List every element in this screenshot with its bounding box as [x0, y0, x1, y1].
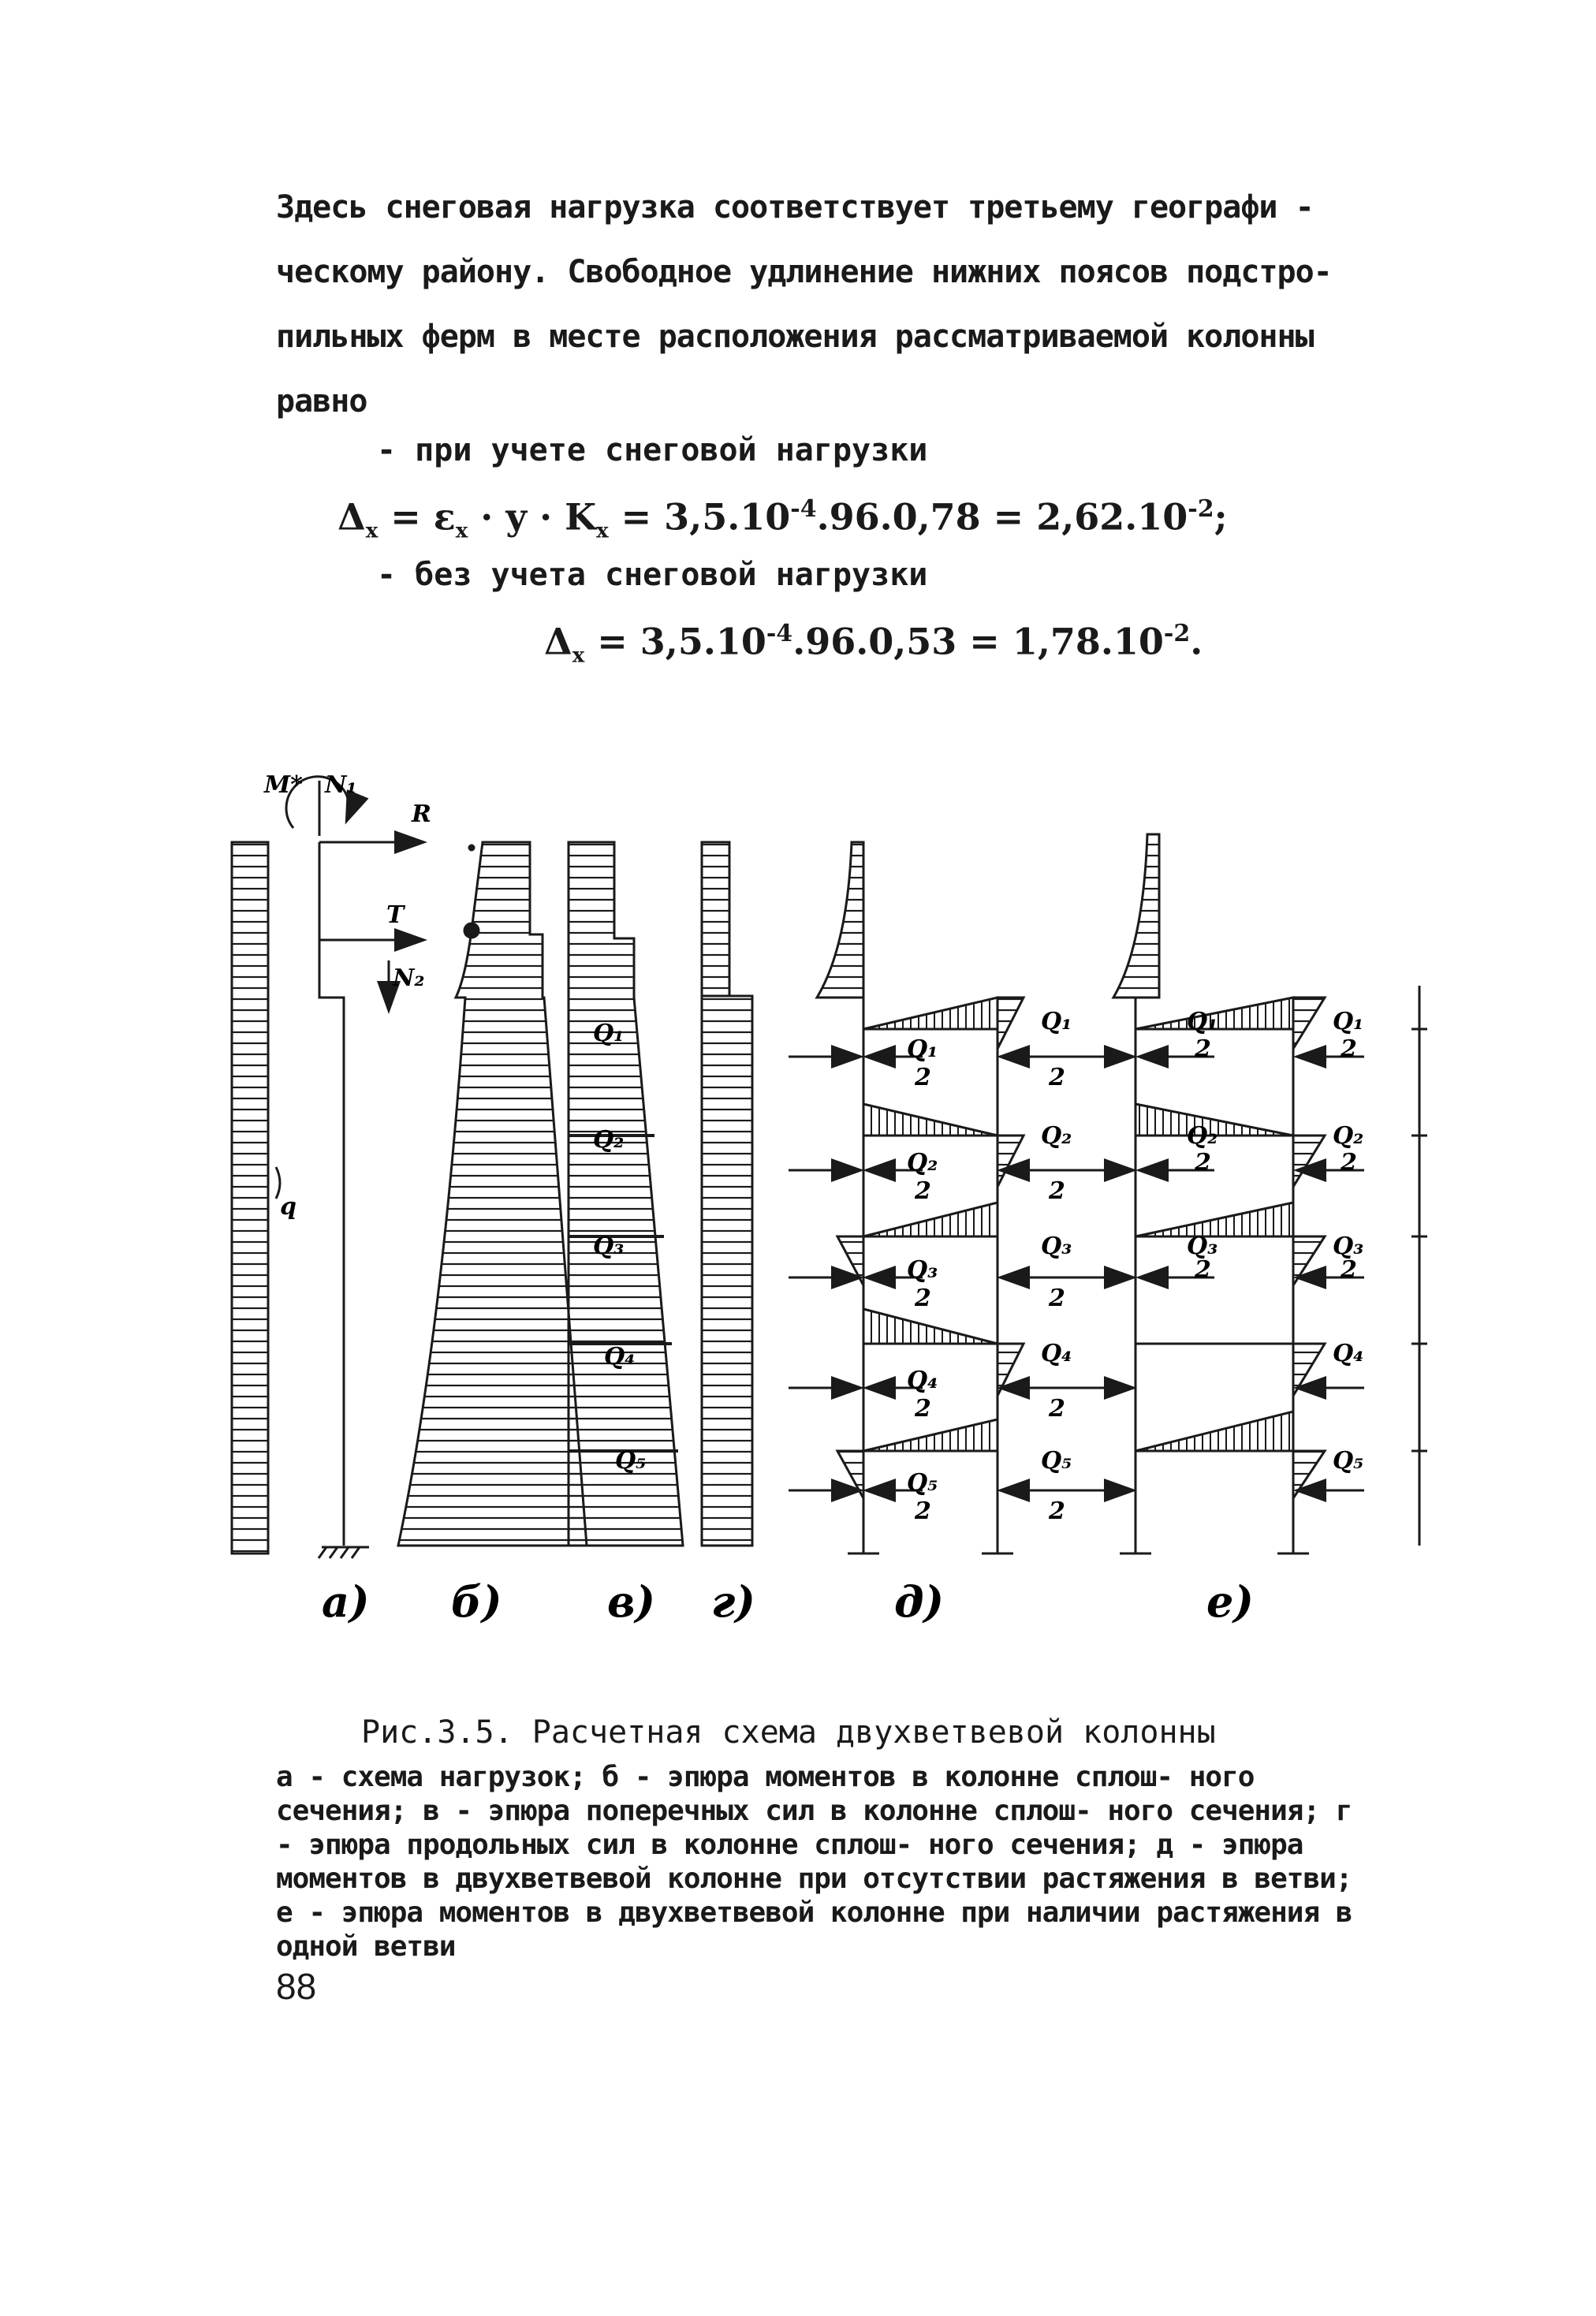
shear-label-4: Q₄: [604, 1343, 636, 1371]
page-number: 88: [276, 1966, 317, 2007]
formula-y-k: · y · K: [480, 495, 597, 539]
d-right-half-shear-5-num: Q₅: [1041, 1447, 1072, 1475]
subfig-label-b: б): [451, 1576, 502, 1627]
e-half-shear-1-den: 2: [1195, 1035, 1211, 1063]
figure-caption-title: Рис.3.5. Расчетная схема двухветвевой колонны: [361, 1714, 1216, 1751]
distributed-load-label: q: [280, 1193, 296, 1221]
subfig-label-g: г): [711, 1576, 755, 1627]
e-half-shear-2-den: 2: [1195, 1149, 1211, 1177]
e-right-half-shear-2-num: Q₂: [1333, 1122, 1364, 1150]
case-without-snow: - без учета снеговой нагрузки: [377, 557, 928, 593]
case-with-snow: - при учете снеговой нагрузки: [377, 432, 928, 468]
formula-result-exponent: -2: [1188, 495, 1214, 523]
shear-label-5: Q₅: [615, 1447, 647, 1475]
subfig-label-e: е): [1206, 1576, 1254, 1627]
axial-top-label: N₁: [325, 771, 357, 799]
d-right-half-shear-5-den: 2: [1049, 1497, 1065, 1525]
subfig-g-axial-diagram: [702, 842, 752, 1546]
subfig-label-v: в): [607, 1576, 656, 1627]
d-half-shear-2-num: Q₂: [907, 1149, 938, 1177]
formula2-lhs: Δ: [544, 620, 572, 663]
formula2-subscript: x: [572, 643, 585, 668]
brake-force-label: T: [386, 901, 405, 929]
d-right-half-shear-4-num: Q₄: [1041, 1340, 1072, 1367]
formula-subscript: x: [365, 519, 378, 543]
formula2-exponent: -4: [766, 620, 793, 647]
formula-tail: ;: [1214, 495, 1228, 539]
subfig-b-moment-diagram: [398, 842, 587, 1546]
fixed-support: [319, 1547, 369, 1558]
d-right-half-shear-1-num: Q₁: [1041, 1008, 1072, 1035]
subfig-a-column: [276, 777, 423, 1558]
subfig-a-distributed-load: [232, 842, 268, 1553]
shear-label-2: Q₂: [593, 1126, 625, 1154]
d-half-shear-4-den: 2: [915, 1395, 931, 1423]
subfig-label-d: д): [894, 1576, 945, 1627]
d-half-shear-3-den: 2: [915, 1285, 931, 1312]
d-half-shear-3-num: Q₃: [907, 1256, 938, 1284]
intro-paragraph: Здесь снеговая нагрузка соответствует третьему географи - ческому району. Свободное удлинение нижних поясов подстро- пильных ферм в месте расположения рассматриваемой колонны равно: [276, 189, 1332, 420]
d-right-half-shear-4-den: 2: [1049, 1395, 1065, 1423]
d-half-shear-5-num: Q₅: [907, 1469, 938, 1497]
e-half-shear-3-den: 2: [1195, 1256, 1211, 1284]
dimension-line: [1411, 986, 1427, 1546]
e-right-half-shear-3-num: Q₃: [1333, 1233, 1364, 1260]
shear-label-1: Q₁: [593, 1020, 625, 1047]
formula-exponent: -4: [790, 495, 817, 523]
e-right-half-shear-1-den: 2: [1341, 1035, 1357, 1063]
d-right-half-shear-2-num: Q₂: [1041, 1122, 1072, 1150]
d-half-shear-2-den: 2: [915, 1177, 931, 1205]
formula2-value: = 3,5.10: [597, 620, 766, 663]
e-half-shear-2-num: Q₂: [1187, 1122, 1218, 1150]
reaction-label: R: [412, 800, 431, 828]
formula-eps: = ε: [390, 495, 456, 539]
e-half-shear-1-num: Q₁: [1187, 1008, 1218, 1035]
d-right-half-shear-3-num: Q₃: [1041, 1233, 1072, 1260]
formula2-result-exponent: -2: [1163, 620, 1191, 647]
e-half-shear-3-num: Q₃: [1187, 1233, 1218, 1260]
d-half-shear-5-den: 2: [915, 1497, 931, 1525]
e-right-half-shear-1-num: Q₁: [1333, 1008, 1364, 1035]
e-right-shear-4-label: Q₄: [1333, 1340, 1364, 1367]
e-right-half-shear-3-den: 2: [1341, 1256, 1357, 1284]
d-half-shear-1-num: Q₁: [907, 1035, 938, 1063]
formula2-result: .96.0,53 = 1,78.10: [792, 620, 1164, 663]
d-right-half-shear-1-den: 2: [1049, 1064, 1065, 1091]
subfig-label-a: а): [322, 1576, 370, 1627]
e-right-half-shear-2-den: 2: [1341, 1149, 1357, 1177]
formula-k-subscript: x: [596, 519, 609, 543]
d-half-shear-4-num: Q₄: [907, 1367, 938, 1394]
d-half-shear-1-den: 2: [915, 1064, 931, 1091]
figure-caption-body: а - схема нагрузок; б - эпюра моментов в колонне сплош- ного сечения; в - эпюра поперечных сил в колонне сплош- ного сечения; г - эпюра продольных сил в колонне сплош- ного сечения; д - эпюра моментов в двухветвевой колонне при отсутствии растяжения в ветви; е - эпюра моментов в двухветвевой колонне при наличии растяжения в одной ветви: [276, 1761, 1352, 1963]
formula-value: = 3,5.10: [621, 495, 791, 539]
d-right-half-shear-3-den: 2: [1049, 1285, 1065, 1312]
moment-load-label: M*: [264, 771, 303, 799]
shear-label-3: Q₃: [593, 1233, 625, 1260]
e-right-shear-5-label: Q₅: [1333, 1447, 1364, 1475]
formula-lhs: Δ: [337, 495, 366, 539]
axial-step-label: N₂: [393, 964, 425, 992]
subfig-v-shear-diagram: [569, 842, 683, 1546]
subfig-e-moment-diagram: [1072, 834, 1427, 1553]
formula-result: .96.0,78 = 2,62.10: [816, 495, 1188, 539]
d-right-half-shear-2-den: 2: [1049, 1177, 1065, 1205]
formula2-tail: .: [1190, 620, 1203, 663]
formula-eps-subscript: x: [455, 519, 468, 543]
